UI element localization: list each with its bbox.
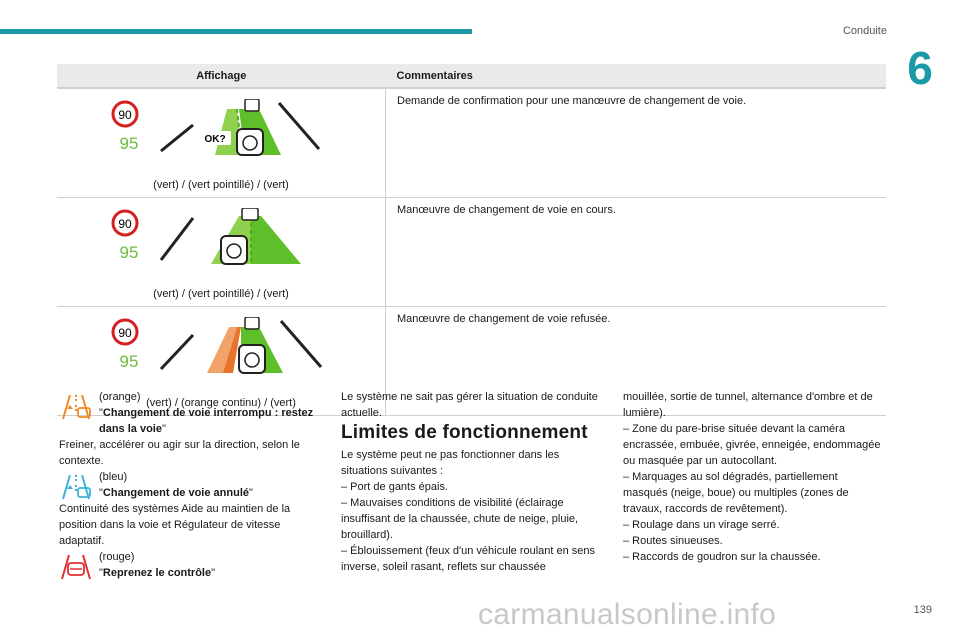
- alert-color-label: (orange): [99, 391, 141, 403]
- list-item: – Zone du pare-brise située devant la caméra encrassée, embuée, givrée, enneigée, endommagée ou masquée par un autocollant.: [623, 423, 881, 467]
- ok-prompt: OK?: [204, 134, 226, 145]
- section-heading: Limites de fonctionnement: [341, 422, 588, 443]
- set-speed-value: 95: [119, 352, 139, 371]
- set-speed-value: 95: [119, 243, 139, 262]
- column-header-display: Affichage: [57, 64, 386, 88]
- table-row: [57, 88, 886, 198]
- list-item: – Port de gants épais.: [341, 481, 449, 493]
- speed-limit-value: 90: [118, 217, 132, 231]
- list-item: – Routes sinueuses.: [623, 535, 723, 547]
- display-caption: (vert) / (vert pointillé) / (vert): [153, 288, 289, 300]
- list-item: – Mauvaises conditions de visibilité (éclairage insuffisant de la chaussée, chute de neige, pluie, brouillard).: [341, 497, 579, 541]
- lane-departure-blue-icon: [59, 471, 93, 501]
- comment-cell: Manœuvre de changement de voie en cours.: [386, 198, 887, 307]
- display-table: [57, 64, 886, 416]
- limits-column-continued: [623, 389, 885, 565]
- lead-text: Le système peut ne pas fonctionner dans les situations suivantes :: [341, 449, 560, 477]
- continuation-text: mouillée, sortie de tunnel, alternance d'ombre et de lumière).: [623, 391, 873, 419]
- section-title: Conduite: [842, 25, 887, 37]
- table-row: [57, 198, 886, 307]
- alert-red: [59, 549, 321, 565]
- speed-limit-value: 90: [118, 108, 132, 122]
- limits-column: [341, 389, 603, 575]
- alert-orange: [59, 389, 321, 405]
- alert-title: Changement de voie interrompu : restez dans la voie: [99, 407, 314, 435]
- alert-body: Continuité des systèmes Aide au maintien de la position dans la voie et Régulateur de vitesse adaptatif.: [59, 503, 291, 547]
- lane-change-in-progress-illustration: [111, 208, 331, 268]
- table-header-row: [57, 64, 886, 88]
- speed-limit-value: 90: [118, 326, 132, 340]
- lane-change-confirm-illustration: [111, 99, 331, 159]
- intro-text: Le système ne sait pas gérer la situation de conduite actuelle.: [341, 391, 598, 419]
- watermark: carmanualsonline.info: [478, 598, 777, 631]
- list-item: – Éblouissement (feux d'un véhicule roulant en sens inverse, soleil rasant, reflets sur chaussée: [341, 545, 596, 573]
- alert-color-label: (rouge): [99, 551, 135, 563]
- display-caption: (vert) / (orange continu) / (vert): [146, 397, 296, 409]
- list-item: – Roulage dans un virage serré.: [623, 519, 780, 531]
- display-cell: [57, 88, 386, 198]
- comment-cell: Demande de confirmation pour une manœuvre de changement de voie.: [386, 88, 887, 198]
- display-cell: [57, 198, 386, 307]
- take-control-red-icon: [59, 551, 93, 581]
- column-header-comments: Commentaires: [386, 64, 887, 88]
- alert-title: Changement de voie annulé: [102, 487, 249, 499]
- page-number: 139: [913, 604, 932, 616]
- alert-color-label: (bleu): [99, 471, 128, 483]
- comment-cell: Manœuvre de changement de voie refusée.: [386, 307, 887, 416]
- alerts-column: (orange) "Changement de voie interrompu : restez dans la voie" Freiner, accélérer ou agir sur la direction, selon le contexte. (bleu) "Changement de voie annulé" Continuité des systèmes Aide au maintien de la position dans la voie et Régulateur de vitesse adaptatif. (rouge) "Reprenez le contrôle": [59, 389, 321, 581]
- alert-title: Reprenez le contrôle: [102, 567, 212, 579]
- top-accent-bar: [0, 29, 472, 34]
- list-item: – Raccords de goudron sur la chaussée.: [623, 551, 821, 563]
- alert-body: Freiner, accélérer ou agir sur la direction, selon le contexte.: [59, 439, 300, 467]
- alert-blue: [59, 469, 321, 485]
- list-item: – Marquages au sol dégradés, partiellement masqués (neige, boue) ou multiples (zones de travaux, raccords de revêtement).: [623, 471, 849, 515]
- lane-change-refused-illustration: [111, 317, 331, 377]
- set-speed-value: 95: [119, 134, 139, 153]
- chapter-number: 6: [907, 42, 933, 94]
- lane-departure-orange-icon: [59, 391, 93, 421]
- display-caption: (vert) / (vert pointillé) / (vert): [153, 179, 289, 191]
